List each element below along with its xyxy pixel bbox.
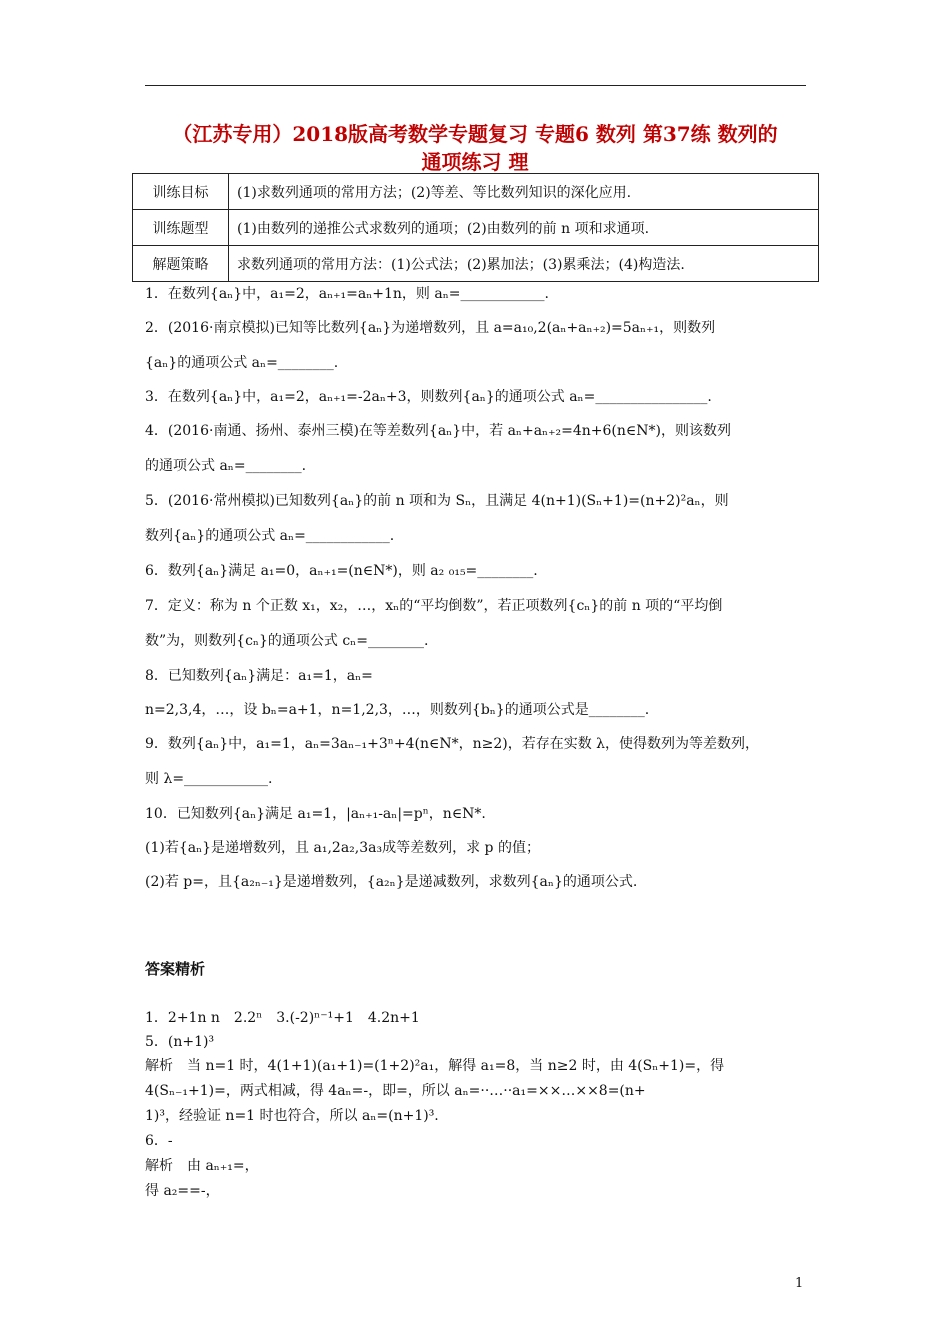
header-rule	[145, 85, 806, 86]
question-line: 3．在数列{aₙ}中，a₁=2，aₙ₊₁=-2aₙ+3，则数列{aₙ}的通项公式 aₙ=________________.	[145, 389, 712, 405]
question-line: 7．定义：称为 n 个正数 x₁，x₂，…，xₙ的“平均倒数”，若正项数列{cₙ}的前 n 项的“平均倒	[145, 598, 723, 614]
question-line: 8．已知数列{aₙ}满足：a₁=1，aₙ=	[145, 668, 373, 684]
table-value: 求数列通项的常用方法：(1)公式法；(2)累加法；(3)累乘法；(4)构造法.	[229, 246, 819, 282]
training-info-table	[132, 173, 819, 282]
table-key: 解题策略	[133, 246, 229, 282]
page-number: 1	[795, 1276, 804, 1291]
question-line: {aₙ}的通项公式 aₙ=________.	[145, 355, 339, 371]
answers-heading: 答案精析	[145, 960, 206, 978]
question-line: 6．数列{aₙ}满足 a₁=0，aₙ₊₁=(n∈N*)，则 a₂ ₀₁₅=________.	[145, 563, 538, 579]
title-line-1: （江苏专用）2018版高考数学专题复习 专题6 数列 第37练 数列的	[172, 122, 778, 146]
question-line: 4．(2016·南通、扬州、泰州三模)在等差数列{aₙ}中，若 aₙ+aₙ₊₂=4n+6(n∈N*)，则该数列	[145, 423, 731, 439]
table-value: (1)求数列通项的常用方法；(2)等差、等比数列知识的深化应用.	[229, 174, 819, 210]
question-line: (1)若{aₙ}是递增数列，且 a₁,2a₂,3a₃成等差数列，求 p 的值；	[145, 840, 540, 856]
answer-line: 1)³，经验证 n=1 时也符合，所以 aₙ=(n+1)³.	[145, 1108, 439, 1124]
question-line: 2．(2016·南京模拟)已知等比数列{aₙ}为递增数列，且 a=a₁₀,2(aₙ+aₙ₊₂)=5aₙ₊₁，则数列	[145, 320, 716, 336]
answer-line: 解析 当 n=1 时，4(1+1)(a₁+1)=(1+2)²a₁，解得 a₁=8，当 n≥2 时，由 4(Sₙ+1)=，得	[145, 1058, 725, 1074]
table-row	[133, 174, 819, 210]
answer-line: 得 a₂==-，	[145, 1183, 220, 1199]
question-line: 9．数列{aₙ}中，a₁=1，aₙ=3aₙ₋₁+3ⁿ+4(n∈N*，n≥2)，若存在实数 λ，使得数列为等差数列，	[145, 736, 760, 752]
question-line: 数列{aₙ}的通项公式 aₙ=____________.	[145, 528, 395, 544]
question-line: 10．已知数列{aₙ}满足 a₁=1，|aₙ₊₁-aₙ|=pⁿ，n∈N*.	[145, 806, 486, 822]
question-line: 5．(2016·常州模拟)已知数列{aₙ}的前 n 项和为 Sₙ，且满足 4(n+1)(Sₙ+1)=(n+2)²aₙ，则	[145, 493, 729, 509]
question-line: 的通项公式 aₙ=________.	[145, 458, 307, 474]
table-key: 训练题型	[133, 210, 229, 246]
answer-line: 4(Sₙ₋₁+1)=，两式相减，得 4aₙ=-，即=，所以 aₙ=··…··a₁=××…××8=(n+	[145, 1083, 646, 1099]
answer-line: 6．-	[145, 1133, 173, 1149]
answer-line: 解析 由 aₙ₊₁=，	[145, 1158, 259, 1174]
table-key: 训练目标	[133, 174, 229, 210]
title-line-2: 通项练习 理	[421, 150, 529, 174]
answer-line: 5．(n+1)³	[145, 1034, 215, 1050]
question-line: 数”为，则数列{cₙ}的通项公式 cₙ=________.	[145, 633, 429, 649]
table-row	[133, 210, 819, 246]
document-title	[120, 120, 830, 176]
table-value: (1)由数列的递推公式求数列的通项；(2)由数列的前 n 项和求通项.	[229, 210, 819, 246]
question-line: (2)若 p=，且{a₂ₙ₋₁}是递增数列，{a₂ₙ}是递减数列，求数列{aₙ}的通项公式.	[145, 874, 638, 890]
question-line: 则 λ=____________.	[145, 771, 273, 787]
question-line: n=2,3,4，…，设 bₙ=a+1，n=1,2,3，…，则数列{bₙ}的通项公式是________.	[145, 702, 650, 718]
question-line: 1．在数列{aₙ}中，a₁=2，aₙ₊₁=aₙ+1n，则 aₙ=____________.	[145, 286, 549, 302]
answer-line: 1．2+1n n 2.2ⁿ 3.(-2)ⁿ⁻¹+1 4.2n+1	[145, 1010, 420, 1026]
table-row	[133, 246, 819, 282]
